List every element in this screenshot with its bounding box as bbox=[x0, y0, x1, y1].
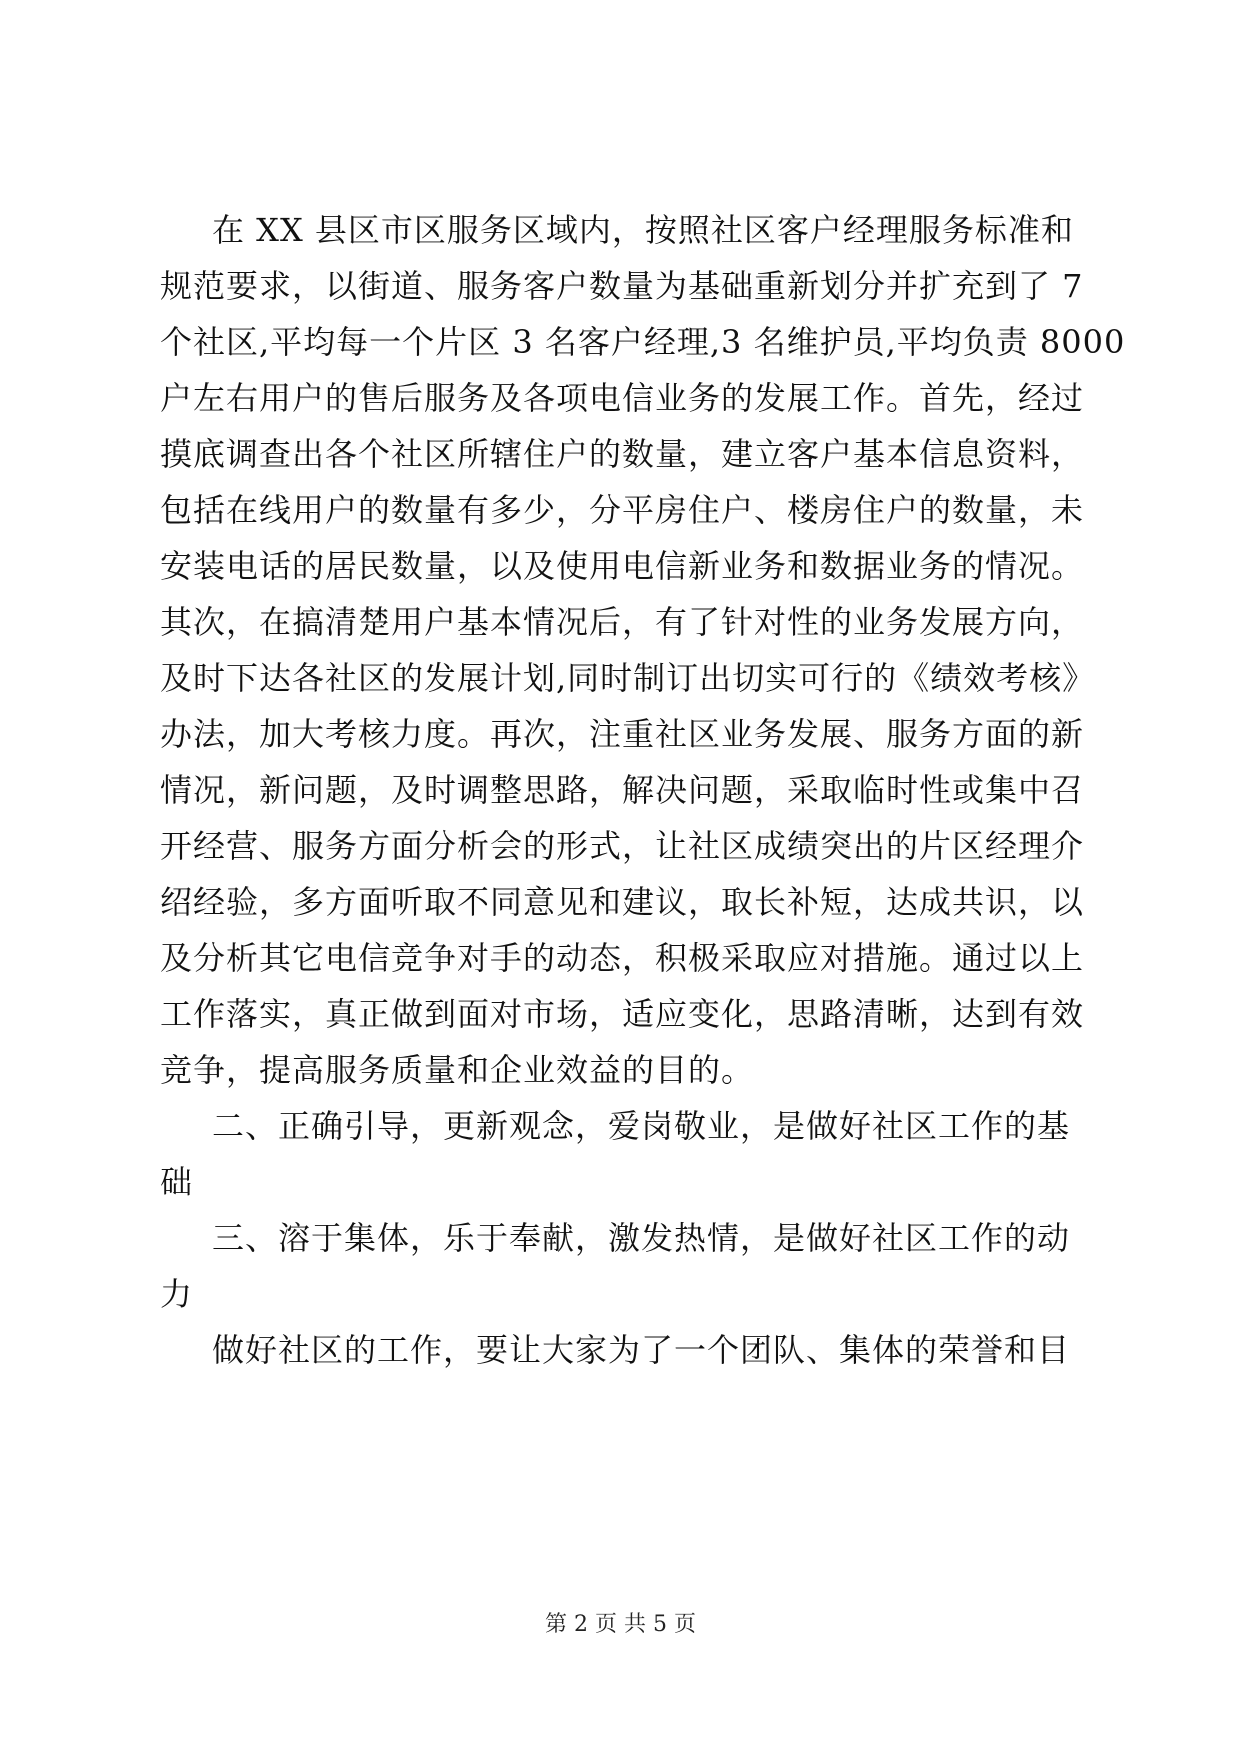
text-line: 开经营、服务方面分析会的形式，让社区成绩突出的片区经理介 bbox=[160, 827, 1085, 865]
page-indicator: 第 2 页 共 5 页 bbox=[545, 1612, 696, 1637]
section-heading: 二、正确引导，更新观念，爱岗敬业，是做好社区工作的基 bbox=[212, 1107, 1071, 1145]
text-line: 包括在线用户的数量有多少，分平房住户、楼房住户的数量，未 bbox=[160, 491, 1085, 529]
page-footer bbox=[0, 1610, 1241, 1640]
text-line: 工作落实，真正做到面对市场，适应变化，思路清晰，达到有效 bbox=[160, 995, 1085, 1033]
text-line: 绍经验，多方面听取不同意见和建议，取长补短，达成共识，以 bbox=[160, 883, 1085, 921]
text-line: 做好社区的工作，要让大家为了一个团队、集体的荣誉和目 bbox=[212, 1331, 1071, 1369]
text-line: 安装电话的居民数量，以及使用电信新业务和数据业务的情况。 bbox=[160, 547, 1085, 585]
text-line: 及时下达各社区的发展计划,同时制订出切实可行的《绩效考核》 bbox=[160, 659, 1096, 697]
section-heading-continued: 础 bbox=[160, 1163, 194, 1201]
text-line: 其次，在搞清楚用户基本情况后，有了针对性的业务发展方向， bbox=[160, 603, 1085, 641]
text-line: 情况，新问题，及时调整思路，解决问题，采取临时性或集中召 bbox=[160, 771, 1085, 809]
text-line: 竞争，提高服务质量和企业效益的目的。 bbox=[160, 1051, 755, 1089]
text-line: 办法，加大考核力度。再次，注重社区业务发展、服务方面的新 bbox=[160, 715, 1085, 753]
text-line: 摸底调查出各个社区所辖住户的数量，建立客户基本信息资料， bbox=[160, 435, 1085, 473]
text-line: 及分析其它电信竞争对手的动态，积极采取应对措施。通过以上 bbox=[160, 939, 1085, 977]
text-line: 户左右用户的售后服务及各项电信业务的发展工作。首先，经过 bbox=[160, 379, 1085, 417]
section-heading-continued: 力 bbox=[160, 1275, 194, 1313]
text-line: 个社区,平均每一个片区 3 名客户经理,3 名维护员,平均负责 8000 bbox=[160, 323, 1126, 361]
text-line: 规范要求，以街道、服务客户数量为基础重新划分并扩充到了 7 bbox=[160, 267, 1084, 305]
text-line: 在 XX 县区市区服务区域内，按照社区客户经理服务标准和 bbox=[212, 211, 1074, 249]
section-heading: 三、溶于集体，乐于奉献，激发热情，是做好社区工作的动 bbox=[212, 1219, 1071, 1257]
